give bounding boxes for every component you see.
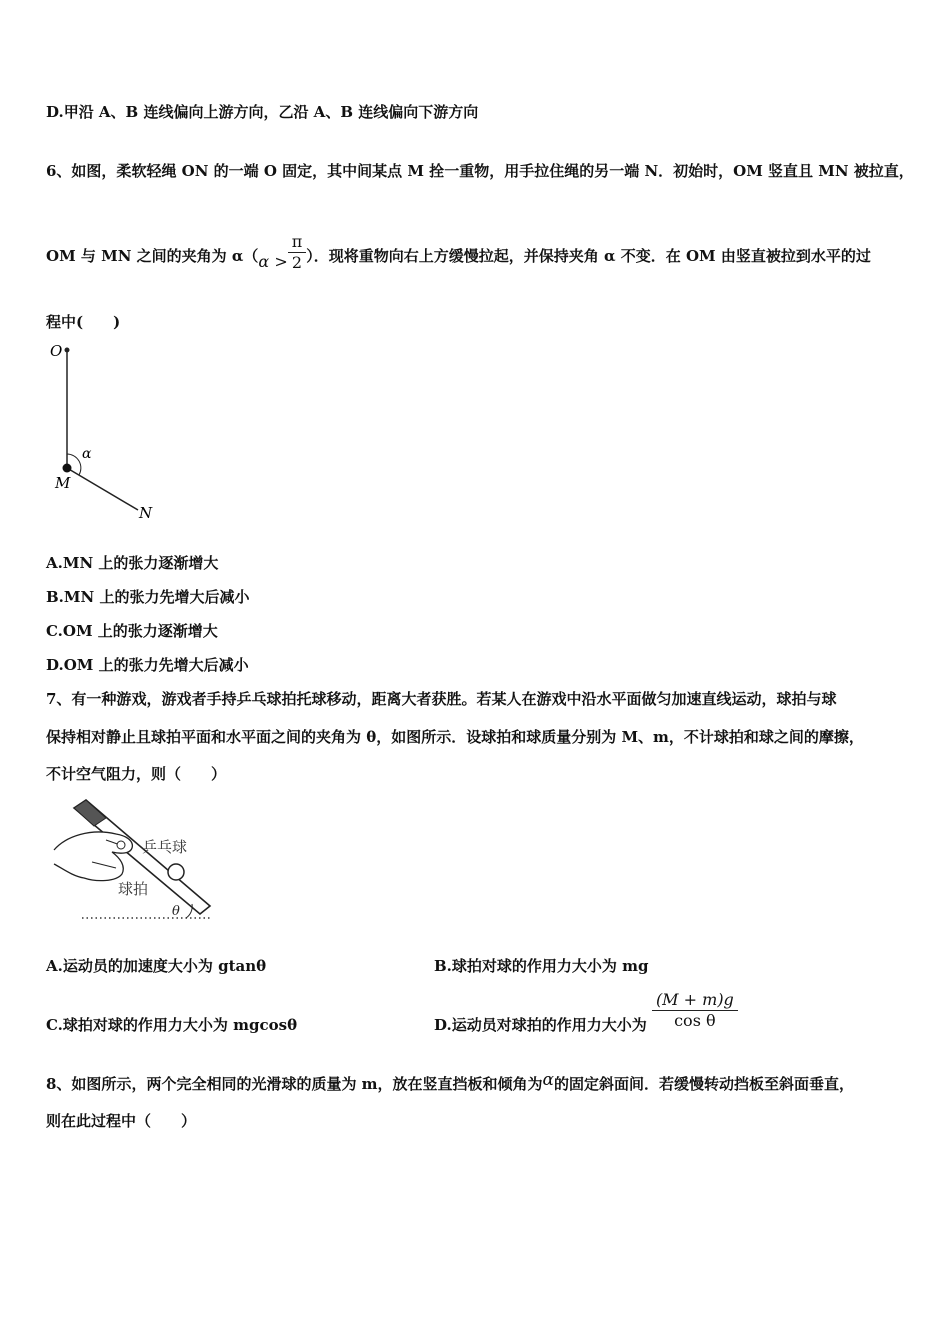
q7-hand: [54, 832, 132, 881]
q7-option-c: C.球拍对球的作用力大小为 mgcosθ: [46, 1016, 298, 1034]
q6-condition-lhs: α >: [258, 251, 288, 271]
q6-option-c: C.OM 上的张力逐渐增大: [46, 622, 218, 640]
q7-stem-line2: 保持相对静止且球拍平面和水平面之间的夹角为 θ，如图所示．设球拍和球质量分别为 M、m，不计球拍和球之间的摩擦，: [46, 728, 864, 746]
q7-ball: [168, 864, 184, 880]
q7-option-d-fraction: [652, 990, 738, 1031]
q7-label-theta: θ: [172, 904, 180, 919]
q6-condition: [258, 232, 306, 273]
q7-stem-line1: 7、有一种游戏，游戏者手持乒乓球拍托球移动，距离大者获胜。若某人在游戏中沿水平面做匀加速直线运动，球拍与球: [46, 690, 837, 708]
q6-condition-fraction: [288, 232, 307, 273]
q7-figure: [46, 798, 226, 928]
q8-stem-line1: [46, 1070, 855, 1094]
q6-point-o: [65, 348, 70, 353]
q6-label-n: N: [139, 504, 153, 522]
q8-stem-line2: 则在此过程中（ ）: [46, 1112, 197, 1130]
q6-label-o: O: [50, 342, 63, 360]
q6-label-alpha: α: [82, 446, 92, 462]
q6-option-b: B.MN 上的张力先增大后减小: [46, 588, 250, 606]
q6-condition-denominator: 2: [291, 253, 303, 272]
q6-stem-line1: 6、如图，柔软轻绳 ON 的一端 O 固定，其中间某点 M 拴一重物，用手拉住绳的另一端 N．初始时，OM 竖直且 MN 被拉直，: [46, 162, 914, 180]
q6-stem-line2: [46, 228, 871, 278]
q6-option-a: A.MN 上的张力逐渐增大: [46, 554, 219, 572]
q6-stem-line2b: ）．现将重物向右上方缓慢拉起，并保持夹角 α 不变．在 OM 由竖直被拉到水平的过: [306, 247, 871, 265]
q7-option-b: B.球拍对球的作用力大小为 mg: [434, 957, 649, 975]
q7-stem-line3: 不计空气阻力，则（ ）: [46, 765, 227, 783]
q6-rope-mn: [67, 468, 138, 510]
q6-point-m: [63, 464, 72, 473]
q6-figure: [40, 338, 170, 528]
q6-label-m: M: [55, 474, 71, 492]
q7-thumb-tip: [117, 841, 125, 849]
q6-option-d: D.OM 上的张力先增大后减小: [46, 656, 249, 674]
q7-option-d-denominator: cos θ: [674, 1011, 716, 1030]
q7-option-d-numerator: (M + m)g: [652, 990, 738, 1011]
q7-option-d-text: D.运动员对球拍的作用力大小为: [434, 1016, 647, 1034]
q7-option-a: A.运动员的加速度大小为 gtanθ: [46, 957, 267, 975]
q8-stem-line1b: 的固定斜面间．若缓慢转动挡板至斜面垂直，: [554, 1075, 855, 1093]
q7-label-ball: 乒乓球: [142, 838, 188, 856]
q7-label-racket: 球拍: [118, 880, 149, 898]
q5-option-d: D.甲沿 A、B 连线偏向上游方向，乙沿 A、B 连线偏向下游方向: [46, 103, 479, 121]
q7-option-d: [434, 990, 738, 1040]
q6-condition-numerator: π: [288, 232, 307, 253]
q6-stem-line2a: OM 与 MN 之间的夹角为 α（: [46, 247, 259, 265]
q8-alpha: α: [542, 1070, 555, 1090]
q8-stem-line1a: 8、如图所示，两个完全相同的光滑球的质量为 m，放在竖直挡板和倾角为: [46, 1075, 543, 1093]
q6-stem-line3: 程中( ): [46, 313, 121, 331]
